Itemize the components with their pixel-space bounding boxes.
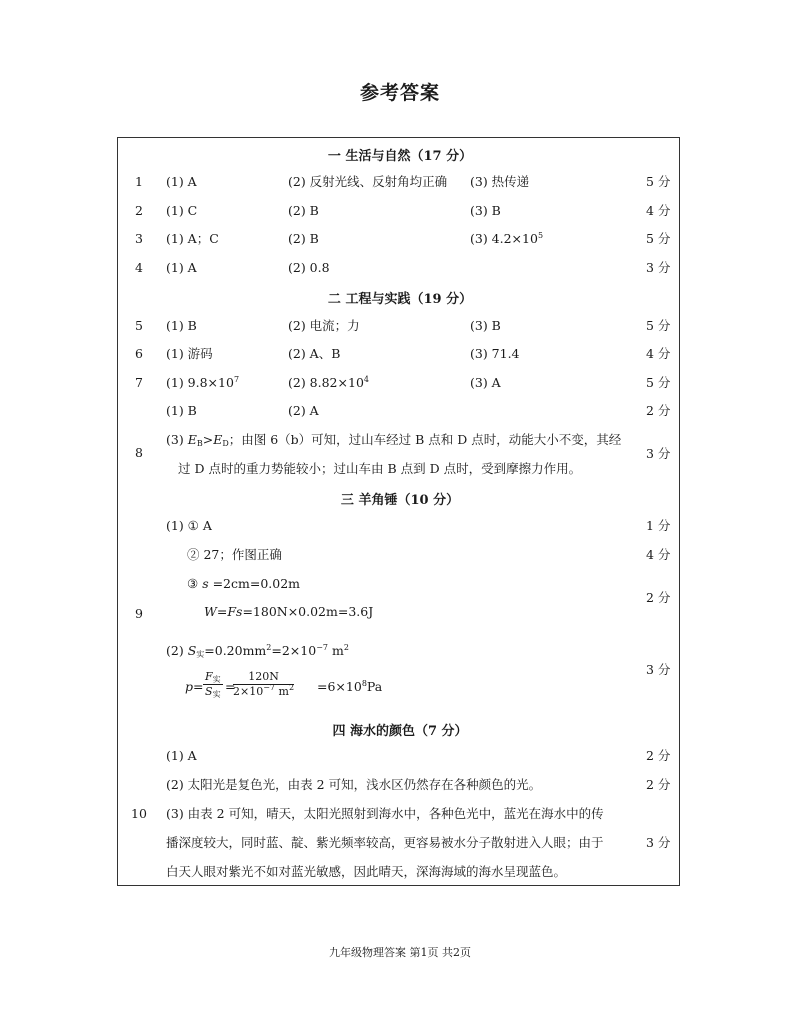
score-cell: 5 分 (646, 231, 671, 246)
section-heading-3: 三 羊角锤（10 分） (340, 493, 460, 508)
answer-cell: (2) B (288, 231, 319, 246)
section-heading-2: 二 工程与实践（19 分） (327, 292, 473, 307)
page-title: 参考答案 (359, 82, 440, 104)
score-cell: 3 分 (646, 835, 671, 850)
answer-cell: (3) 热传递 (470, 174, 530, 189)
formula-result: $=6\times 10^8Pa$ (317, 679, 383, 694)
score-cell: 3 分 (646, 662, 671, 677)
answer-cell: (1) ① A (166, 518, 212, 533)
answer-text-line: 白天人眼对紫光不如对蓝光敏感，因此晴天，深海海域的海水呈现蓝色。 (166, 864, 567, 879)
answer-text-line: (3) 由表 2 可知，晴天，太阳光照射到海水中，各种色光中，蓝光在海水中的传 (166, 806, 604, 821)
score-cell: 5 分 (646, 375, 671, 390)
answer-table (117, 137, 680, 886)
score-cell: 5 分 (646, 318, 671, 333)
question-number: 7 (135, 375, 143, 390)
answer-cell: (2) 0.8 (288, 260, 330, 275)
answer-text-line: (3) $E_B>E_D$；由图 6（b）可知，过山车经过 B 点和 D 点时，动能大小不变，其经 (166, 432, 622, 448)
question-number: 8 (135, 445, 143, 460)
answer-cell: (2) A (288, 403, 319, 418)
answer-cell: ③ s =2cm=0.02m (187, 576, 301, 591)
score-cell: 3 分 (646, 446, 671, 461)
fraction-value: $\frac{120N}{2\times 10^{-7} m^2}$ (233, 670, 295, 698)
fraction-force-area: $F_实$ $S_实$ (205, 670, 221, 699)
answer-cell: (1) 游码 (166, 346, 213, 361)
page-footer: 九年级物理答案 第1页 共2页 (329, 946, 471, 959)
score-cell: 4 分 (646, 547, 671, 562)
answer-cell: (3) B (470, 318, 501, 333)
question-number: 9 (135, 606, 143, 621)
score-cell: 4 分 (646, 346, 671, 361)
answer-cell: (1) C (166, 203, 198, 218)
question-number: 6 (135, 346, 143, 361)
answer-cell: (2) B (288, 203, 319, 218)
answer-cell: (3) $4.2\times 10^5$ (470, 231, 544, 246)
answer-cell: W=Fs=180N×0.02m=3.6J (204, 604, 374, 619)
question-number: 4 (135, 260, 143, 275)
equals-sign: = (225, 679, 236, 694)
answer-cell: (2) 太阳光是复色光，由表 2 可知，浅水区仍然存在各种颜色的光。 (166, 777, 542, 792)
score-cell: 2 分 (646, 590, 671, 605)
question-number: 2 (135, 203, 143, 218)
score-cell: 5 分 (646, 174, 671, 189)
answer-cell: (1) A (166, 260, 197, 275)
answer-cell: (2) A、B (288, 346, 341, 361)
score-cell: 1 分 (646, 518, 671, 533)
answer-cell: ② 27；作图正确 (187, 547, 282, 562)
answer-cell: (1) A；C (166, 231, 219, 246)
answer-cell: (1) B (166, 318, 197, 333)
answer-cell: (1) A (166, 174, 197, 189)
answer-cell: (3) A (470, 375, 501, 390)
answer-cell: (1) B (166, 403, 197, 418)
score-cell: 3 分 (646, 260, 671, 275)
answer-cell: (2) 电流；力 (288, 318, 360, 333)
score-cell: 4 分 (646, 203, 671, 218)
answer-cell: (3) B (470, 203, 501, 218)
section-heading-4: 四 海水的颜色（7 分） (332, 724, 468, 739)
answer-cell: (1) A (166, 748, 197, 763)
answer-cell: (1) $9.8\times 10^7$ (166, 375, 240, 390)
question-number: 5 (135, 318, 143, 333)
answer-cell: (2) $S_实=0.20mm^2=2\times 10^{-7}$ $m^2$ (166, 643, 349, 659)
question-number: 10 (131, 806, 147, 821)
question-number: 1 (135, 174, 143, 189)
answer-cell: (2) $8.82\times 10^4$ (288, 375, 369, 390)
score-cell: 2 分 (646, 748, 671, 763)
answer-cell: (3) 71.4 (470, 346, 520, 361)
score-cell: 2 分 (646, 777, 671, 792)
formula-p: p= (185, 679, 204, 694)
section-heading-1: 一 生活与自然（17 分） (327, 149, 473, 164)
answer-text-line: 过 D 点时的重力势能较小；过山车由 B 点到 D 点时，受到摩擦力作用。 (178, 461, 582, 476)
answer-cell: (2) 反射光线、反射角均正确 (288, 174, 448, 189)
question-number: 3 (135, 231, 143, 246)
score-cell: 2 分 (646, 403, 671, 418)
answer-text-line: 播深度较大，同时蓝、靛、紫光频率较高，更容易被水分子散射进入人眼；由于 (166, 835, 604, 850)
